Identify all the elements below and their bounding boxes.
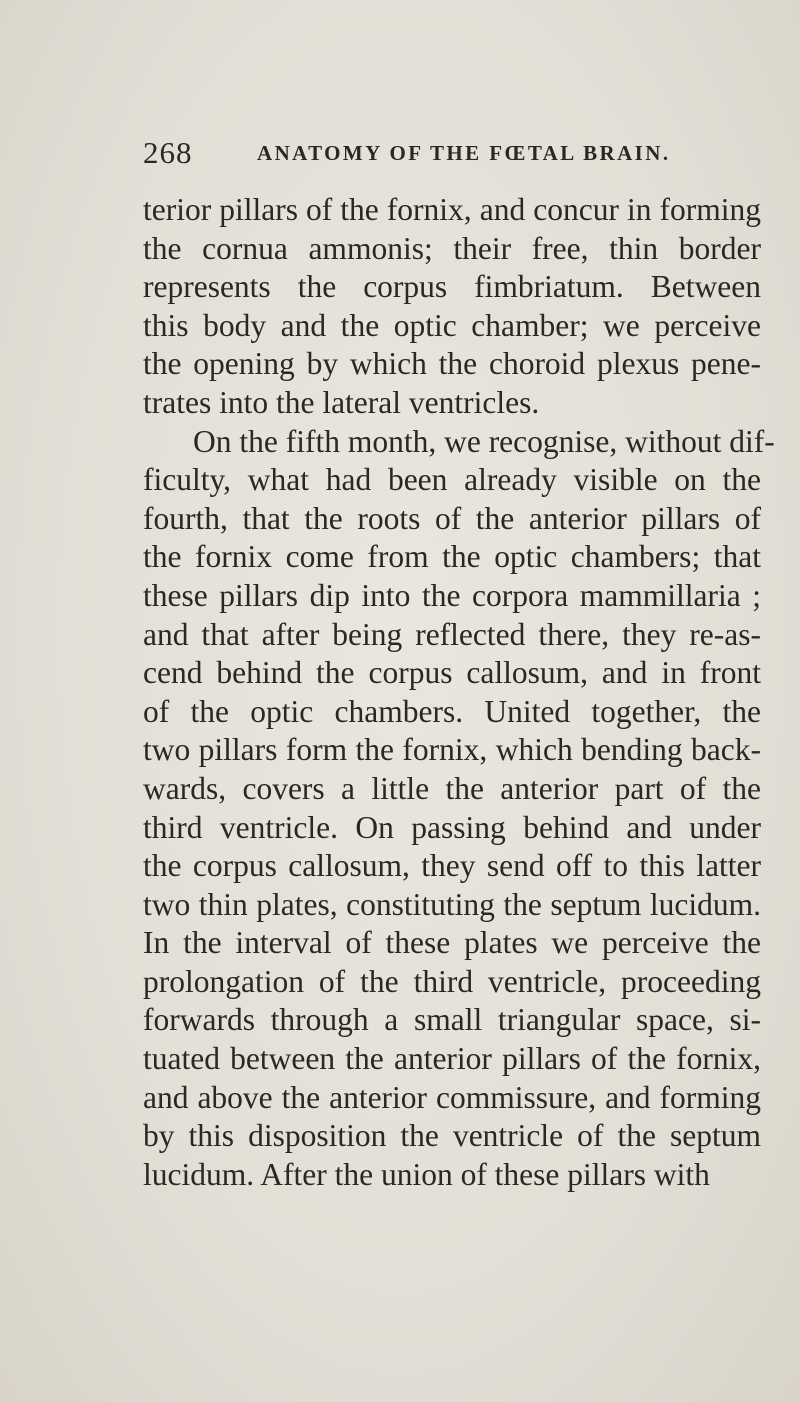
- text-line: two pillars form the fornix, which bending back-: [143, 732, 761, 768]
- page-number: 268: [143, 135, 193, 170]
- text-line: tuated between the anterior pillars of the fornix,: [143, 1041, 761, 1077]
- page-header: [143, 128, 763, 178]
- body-text: [143, 191, 775, 1194]
- text-line: lucidum. After the union of these pillars with: [143, 1156, 710, 1192]
- text-line: of the optic chambers. United together, the: [143, 693, 761, 729]
- text-line: third ventricle. On passing behind and under: [143, 809, 761, 845]
- text-line: and that after being reflected there, they re-as-: [143, 616, 761, 652]
- text-line: represents the corpus fimbriatum. Between: [143, 269, 761, 305]
- text-line: the cornua ammonis; their free, thin border: [143, 230, 761, 266]
- text-line: prolongation of the third ventricle, proceeding: [143, 963, 761, 999]
- text-line: terior pillars of the fornix, and concur in forming: [143, 192, 761, 227]
- text-line: cend behind the corpus callosum, and in front: [143, 655, 761, 691]
- text-line: the fornix come from the optic chambers; that: [143, 539, 761, 575]
- text-line: wards, covers a little the anterior part of the: [143, 770, 761, 806]
- text-line: fourth, that the roots of the anterior pillars of: [143, 500, 761, 536]
- text-line: ficulty, what had been already visible on the: [143, 462, 761, 498]
- text-line: this body and the optic chamber; we perceive: [143, 307, 761, 343]
- text-line: the opening by which the choroid plexus pene-: [143, 346, 761, 382]
- text-line: On the fifth month, we recognise, without dif-: [193, 423, 775, 459]
- text-line: forwards through a small triangular space, si-: [143, 1002, 761, 1038]
- text-line: and above the anterior commissure, and forming: [143, 1079, 761, 1115]
- text-line: In the interval of these plates we perceive the: [143, 925, 761, 961]
- text-line: trates into the lateral ventricles.: [143, 384, 540, 420]
- running-head: ANATOMY OF THE FŒTAL BRAIN.: [257, 141, 671, 165]
- text-line: the corpus callosum, they send off to this latter: [143, 848, 761, 884]
- text-line: two thin plates, constituting the septum lucidum.: [143, 886, 761, 922]
- text-line: by this disposition the ventricle of the septum: [143, 1118, 761, 1154]
- text-line: these pillars dip into the corpora mammillaria ;: [143, 577, 761, 613]
